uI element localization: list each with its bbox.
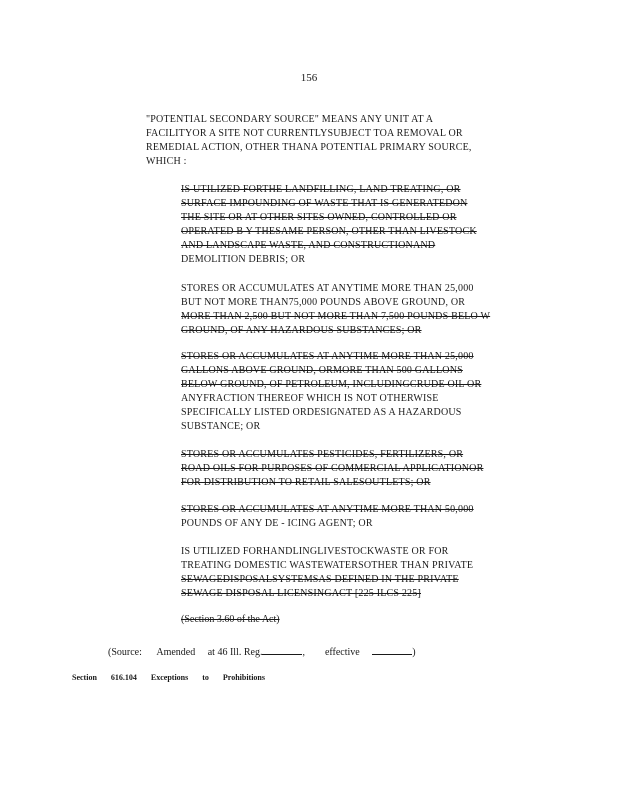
item-line: STORES OR ACCUMULATES PESTICIDES, FERTILIZERS, OR (181, 449, 464, 460)
definition-item-1 (181, 183, 531, 267)
item-line: OPERATED B Y THESAME PERSON, OTHER THAN LIVESTOCK (181, 226, 477, 237)
item-line: TREATING DOMESTIC WASTEWATERSOTHER THAN PRIVATE (181, 560, 474, 571)
item-line: ROAD OILS FOR PURPOSES OF COMMERCIAL APPLICATIONOR (181, 463, 484, 474)
item-line: THE SITE OR AT OTHER SITES OWNED, CONTROLLED OR (181, 212, 457, 223)
item-line: FOR DISTRIBUTION TO RETAIL SALESOUTLETS; OR (181, 477, 431, 488)
effective-blank (372, 644, 412, 655)
definition-item-2 (181, 282, 531, 338)
heading-title-3: Prohibitions (222, 673, 265, 682)
heading-number: 616.104 (110, 673, 137, 682)
definition-item-3 (181, 350, 531, 434)
item-line: SPECIFICALLY LISTED ORDESIGNATED AS A HAZARDOUS (181, 407, 462, 418)
item-line: IS UTILIZED FORTHE LANDFILLING, LAND TREATING, OR (181, 184, 461, 195)
definition-line: "POTENTIAL SECONDARY SOURCE" MEANS ANY UNIT AT A (146, 114, 434, 125)
item-line: STORES OR ACCUMULATES AT ANYTIME MORE THAN 50,000 (181, 504, 474, 515)
item-line: AND LANDSCAPE WASTE, AND CONSTRUCTIONAND (181, 240, 436, 251)
heading-title-1: Exceptions (150, 673, 189, 682)
item-line: SURFACE IMPOUNDING OF WASTE THAT IS GENERATEDON (181, 198, 468, 209)
item-line: POUNDS OF ANY DE - ICING AGENT; OR (181, 518, 373, 529)
source-note (108, 644, 416, 658)
item-line: DEMOLITION DEBRIS; OR (181, 254, 306, 265)
item-line: SEWAGEDISPOSALSYSTEMSAS DEFINED IN THE PRIVATE (181, 574, 459, 585)
item-line: BELOW GROUND, OF PETROLEUM, INCLUDINGCRUDE OIL OR (181, 379, 482, 390)
definition-line: REMEDIAL ACTION, OTHER THANA POTENTIAL PRIMARY SOURCE, (146, 142, 472, 153)
section-reference: (Section 3.60 of the Act) (181, 614, 280, 625)
source-effective: effective (324, 647, 360, 658)
source-close: ) (412, 647, 416, 658)
item-line: GROUND, OF ANY HAZARDOUS SUBSTANCES; OR (181, 325, 422, 336)
item-line: MORE THAN 2,500 BUT NOT MORE THAN 7,500 POUNDS BELO W (181, 311, 491, 322)
item-line: SUBSTANCE; OR (181, 421, 261, 432)
item-line: IS UTILIZED FORHANDLINGLIVESTOCKWASTE OR FOR (181, 546, 449, 557)
register-blank (262, 644, 302, 655)
page-number: 156 (300, 72, 318, 84)
definition-item-5 (181, 503, 531, 531)
source-comma: , (302, 647, 305, 658)
item-line: STORES OR ACCUMULATES AT ANYTIME MORE THAN 25,000 (181, 283, 474, 294)
item-line: SEWAGE DISPOSAL LICENSINGACT [225 ILCS 225] (181, 588, 421, 599)
definition-line: WHICH : (146, 156, 187, 167)
section-heading (72, 673, 265, 682)
item-line: BUT NOT MORE THAN75,000 POUNDS ABOVE GROUND, OR (181, 297, 466, 308)
definition-paragraph (146, 113, 518, 169)
item-line: GALLONS ABOVE GROUND, ORMORE THAN 500 GALLONS (181, 365, 463, 376)
item-line: STORES OR ACCUMULATES AT ANYTIME MORE THAN 25,000 (181, 351, 474, 362)
source-prefix: (Source: (108, 647, 142, 658)
source-register: at 46 Ill. Reg. (207, 647, 263, 658)
definition-line: FACILITYOR A SITE NOT CURRENTLYSUBJECT TOA REMOVAL OR (146, 128, 463, 139)
heading-title-2: to (202, 673, 209, 682)
source-amended: Amended (156, 647, 196, 658)
item-line: ANYFRACTION THEREOF WHICH IS NOT OTHERWISE (181, 393, 439, 404)
definition-item-4 (181, 448, 531, 490)
definition-item-6 (181, 545, 531, 601)
heading-section: Section (72, 673, 97, 682)
